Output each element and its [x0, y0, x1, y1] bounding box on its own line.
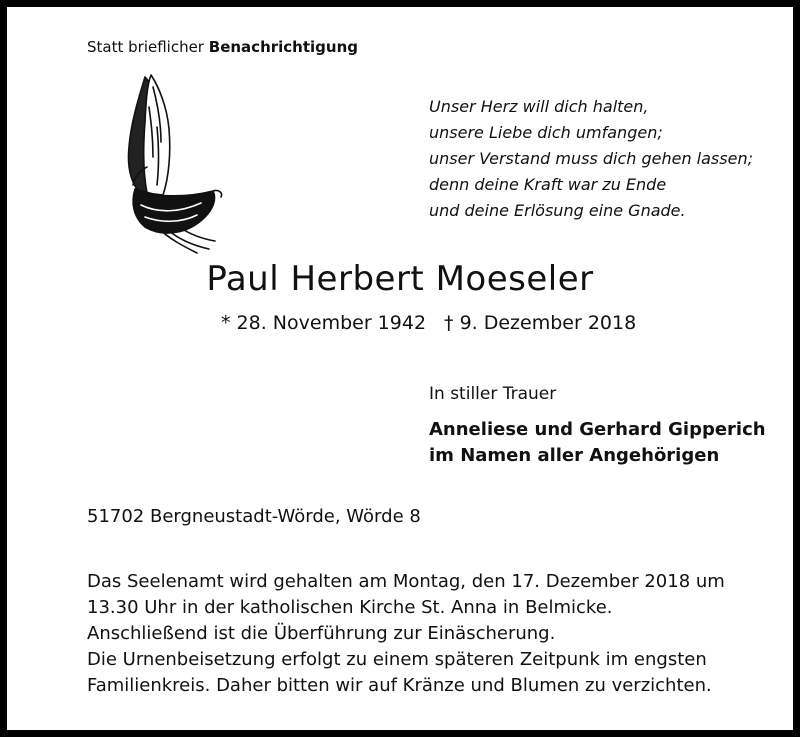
poem-line: Unser Herz will dich halten, — [429, 97, 649, 116]
praying-hands-icon — [117, 67, 227, 257]
death-date: † 9. Dezember 2018 — [444, 312, 637, 334]
mourning-family — [429, 417, 766, 469]
family-line: im Namen aller Angehörigen — [429, 445, 720, 466]
service-details — [87, 569, 725, 699]
birth-date: * 28. November 1942 — [221, 312, 427, 334]
poem — [429, 94, 753, 224]
family-line: Anneliese und Gerhard Gipperich — [429, 419, 766, 440]
service-line: Anschließend ist die Überführung zur Einäscherung. — [87, 623, 556, 644]
life-dates — [221, 312, 636, 334]
mourning-phrase: In stiller Trauer — [429, 384, 557, 404]
poem-line: und deine Erlösung eine Gnade. — [429, 201, 686, 220]
address: 51702 Bergneustadt-Wörde, Wörde 8 — [87, 506, 421, 527]
service-line: 13.30 Uhr in der katholischen Kirche St. Anna in Belmicke. — [87, 597, 613, 618]
header-line — [87, 38, 358, 56]
poem-line: unser Verstand muss dich gehen lassen; — [429, 149, 753, 168]
service-line: Das Seelenamt wird gehalten am Montag, den 17. Dezember 2018 um — [87, 571, 725, 592]
service-line: Die Urnenbeisetzung erfolgt zu einem späteren Zeitpunk im engsten — [87, 649, 707, 670]
poem-line: denn deine Kraft war zu Ende — [429, 175, 667, 194]
poem-line: unsere Liebe dich umfangen; — [429, 123, 663, 142]
header-emphasis: Benachrichtigung — [208, 38, 358, 56]
deceased-name: Paul Herbert Moeseler — [206, 259, 594, 299]
service-line: Familienkreis. Daher bitten wir auf Kränze und Blumen zu verzichten. — [87, 675, 712, 696]
header-prefix: Statt brieflicher — [87, 38, 204, 56]
